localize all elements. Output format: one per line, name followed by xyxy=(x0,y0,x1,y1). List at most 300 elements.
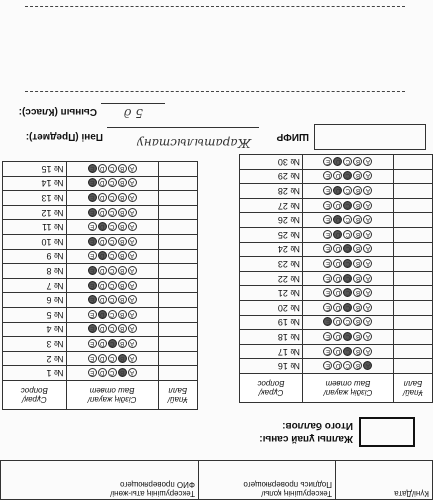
table-row xyxy=(240,198,433,213)
table-row xyxy=(3,191,198,206)
answer-bubble-b[interactable]: B xyxy=(354,332,363,341)
score-cell[interactable] xyxy=(158,162,197,177)
question-number: № 8 xyxy=(3,264,67,279)
answer-bubble-d[interactable]: D xyxy=(334,186,343,195)
question-number: № 13 xyxy=(3,191,67,206)
answer-bubble-d[interactable]: D xyxy=(334,317,343,326)
answer-bubble-c[interactable]: C xyxy=(344,215,353,224)
answer-options xyxy=(66,162,158,177)
answer-bubble-d[interactable]: D xyxy=(334,244,343,253)
table-header-row xyxy=(3,381,198,410)
table-row xyxy=(240,184,433,199)
answer-options xyxy=(66,366,158,381)
table-row xyxy=(3,176,198,191)
answer-bubble-e[interactable]: E xyxy=(324,215,333,224)
cut-line-1 xyxy=(25,91,405,92)
answer-bubble-c[interactable]: C xyxy=(108,251,117,260)
score-cell[interactable] xyxy=(394,169,433,184)
answer-bubble-c[interactable]: C xyxy=(344,332,353,341)
table-row xyxy=(3,278,198,293)
score-cell[interactable] xyxy=(394,213,433,228)
teacher-name-cell xyxy=(1,461,199,500)
answer-options xyxy=(66,278,158,293)
answer-bubble-e[interactable]: E xyxy=(324,274,333,283)
answer-bubble-b[interactable]: B xyxy=(118,310,127,319)
question-number: № 7 xyxy=(3,278,67,293)
answer-options xyxy=(303,271,394,286)
answer-bubble-b[interactable]: B xyxy=(118,208,127,217)
answer-options xyxy=(303,301,394,316)
answer-bubble-a[interactable]: A xyxy=(364,347,373,356)
answer-bubble-b[interactable]: B xyxy=(354,288,363,297)
question-number: № 25 xyxy=(240,228,303,243)
teacher-name-label: Тексерушінің аты-жөні/ ФИО проверяющего xyxy=(110,480,195,498)
answer-bubble-d[interactable]: D xyxy=(98,164,107,173)
answer-bubble-d[interactable]: D xyxy=(334,303,343,312)
answer-bubble-e[interactable]: E xyxy=(324,186,333,195)
answer-bubble-a[interactable]: A xyxy=(128,295,137,304)
answer-bubble-d[interactable]: D xyxy=(98,295,107,304)
answer-options xyxy=(66,351,158,366)
answer-bubble-d[interactable]: D xyxy=(98,281,107,290)
answer-bubble-b[interactable]: B xyxy=(118,368,127,377)
table-row xyxy=(3,205,198,220)
table-row xyxy=(240,271,433,286)
answer-bubble-a[interactable]: A xyxy=(364,303,373,312)
table-row xyxy=(3,220,198,235)
score-cell[interactable] xyxy=(394,155,433,170)
answer-bubble-e[interactable]: E xyxy=(88,281,97,290)
answer-options xyxy=(66,205,158,220)
answer-bubble-b[interactable]: B xyxy=(354,171,363,180)
answer-bubble-b[interactable]: B xyxy=(118,281,127,290)
answer-bubble-d[interactable]: D xyxy=(334,201,343,210)
answer-bubble-b[interactable]: B xyxy=(354,274,363,283)
answer-bubble-b[interactable]: B xyxy=(354,186,363,195)
answer-bubble-d[interactable]: D xyxy=(98,193,107,202)
question-number: № 27 xyxy=(240,198,303,213)
answer-options xyxy=(66,220,158,235)
answer-bubble-b[interactable]: B xyxy=(118,222,127,231)
answer-options xyxy=(66,191,158,206)
answer-options xyxy=(66,235,158,250)
answer-bubble-c[interactable]: C xyxy=(344,201,353,210)
question-number: № 30 xyxy=(240,155,303,170)
answer-bubble-d[interactable]: D xyxy=(334,259,343,268)
answer-bubble-c[interactable]: C xyxy=(108,266,117,275)
answer-bubble-c[interactable]: C xyxy=(344,259,353,268)
table-row xyxy=(3,162,198,177)
question-number: № 11 xyxy=(3,220,67,235)
answer-bubble-c[interactable]: C xyxy=(108,281,117,290)
answer-bubble-d[interactable]: D xyxy=(334,288,343,297)
answer-bubble-e[interactable]: E xyxy=(324,332,333,341)
answer-options xyxy=(66,308,158,323)
answer-bubble-a[interactable]: A xyxy=(128,281,137,290)
score-cell[interactable] xyxy=(158,337,197,352)
table-row xyxy=(3,249,198,264)
answer-bubble-a[interactable]: A xyxy=(364,361,373,370)
table-row xyxy=(240,344,433,359)
table-row xyxy=(240,228,433,243)
answer-bubble-d[interactable]: D xyxy=(98,339,107,348)
question-number: № 6 xyxy=(3,293,67,308)
answer-bubble-e[interactable]: E xyxy=(324,361,333,370)
answer-bubble-d[interactable]: D xyxy=(98,178,107,187)
question-number: № 20 xyxy=(240,301,303,316)
answer-bubble-d[interactable]: D xyxy=(334,274,343,283)
answer-options xyxy=(303,330,394,345)
answer-bubble-b[interactable]: B xyxy=(354,244,363,253)
score-header: Ұпай/ Балл xyxy=(158,381,197,410)
answer-bubble-d[interactable]: D xyxy=(98,324,107,333)
answer-options xyxy=(303,359,394,374)
answer-options xyxy=(303,242,394,257)
answer-bubble-b[interactable]: B xyxy=(354,317,363,326)
answer-options xyxy=(303,213,394,228)
answer-bubble-c[interactable]: C xyxy=(108,324,117,333)
answer-options xyxy=(66,293,158,308)
answer-bubble-a[interactable]: A xyxy=(128,310,137,319)
score-cell[interactable] xyxy=(394,198,433,213)
answer-bubble-e[interactable]: E xyxy=(324,171,333,180)
answer-bubble-c[interactable]: C xyxy=(108,193,117,202)
table-row xyxy=(3,264,198,279)
answer-bubble-d[interactable]: D xyxy=(334,171,343,180)
question-number: № 3 xyxy=(3,337,67,352)
question-number: № 23 xyxy=(240,257,303,272)
answer-bubble-d[interactable]: D xyxy=(98,251,107,260)
answer-bubble-a[interactable]: A xyxy=(364,288,373,297)
answer-options xyxy=(303,257,394,272)
answer-bubble-a[interactable]: A xyxy=(128,164,137,173)
answer-bubble-e[interactable]: E xyxy=(88,266,97,275)
date-label: Күні/Дата xyxy=(394,489,429,498)
answer-bubble-c[interactable]: C xyxy=(344,171,353,180)
table-row xyxy=(240,155,433,170)
answer-bubble-c[interactable]: C xyxy=(344,157,353,166)
total-score-box[interactable] xyxy=(359,417,415,447)
answer-bubble-e[interactable]: E xyxy=(88,193,97,202)
table-row xyxy=(240,257,433,272)
answer-bubble-e[interactable]: E xyxy=(88,354,97,363)
answer-options xyxy=(303,169,394,184)
score-cell[interactable] xyxy=(158,264,197,279)
table-row xyxy=(3,366,198,381)
answer-bubble-a[interactable]: A xyxy=(128,208,137,217)
question-number: № 18 xyxy=(240,330,303,345)
answer-header: Сіздің жауап/ Ваш ответ xyxy=(66,381,158,410)
total-kz-label: Жалпы ұпай саны: xyxy=(259,433,353,444)
answer-bubble-d[interactable]: D xyxy=(334,230,343,239)
answer-options xyxy=(303,286,394,301)
answer-bubble-c[interactable]: C xyxy=(108,237,117,246)
answer-bubble-c[interactable]: C xyxy=(344,244,353,253)
score-cell[interactable] xyxy=(158,293,197,308)
question-header: Сұрақ/ Вопрос xyxy=(240,374,303,403)
answer-bubble-a[interactable]: A xyxy=(128,368,137,377)
answer-bubble-b[interactable]: B xyxy=(354,215,363,224)
answer-bubble-b[interactable]: B xyxy=(118,354,127,363)
question-number: № 9 xyxy=(3,249,67,264)
score-cell[interactable] xyxy=(394,286,433,301)
answer-bubble-d[interactable]: D xyxy=(98,368,107,377)
question-number: № 22 xyxy=(240,271,303,286)
cipher-label: ШИФР xyxy=(276,131,309,142)
answer-bubble-b[interactable]: B xyxy=(354,259,363,268)
answer-bubble-d[interactable]: D xyxy=(98,237,107,246)
answer-bubble-a[interactable]: A xyxy=(364,259,373,268)
answer-bubble-a[interactable]: A xyxy=(128,354,137,363)
score-cell[interactable] xyxy=(158,308,197,323)
answer-bubble-d[interactable]: D xyxy=(334,332,343,341)
answers-table-left xyxy=(2,161,198,410)
question-number: № 28 xyxy=(240,184,303,199)
score-cell[interactable] xyxy=(158,191,197,206)
answer-bubble-c[interactable]: C xyxy=(344,186,353,195)
answer-bubble-d[interactable]: D xyxy=(334,215,343,224)
answer-bubble-b[interactable]: B xyxy=(118,178,127,187)
question-number: № 15 xyxy=(3,162,67,177)
answer-bubble-e[interactable]: E xyxy=(88,324,97,333)
score-cell[interactable] xyxy=(158,322,197,337)
answer-options xyxy=(66,337,158,352)
subject-line xyxy=(107,127,259,128)
score-cell[interactable] xyxy=(158,176,197,191)
score-cell[interactable] xyxy=(394,344,433,359)
question-number: № 5 xyxy=(3,308,67,323)
answer-bubble-c[interactable]: C xyxy=(344,347,353,356)
table-row xyxy=(240,242,433,257)
answer-bubble-c[interactable]: C xyxy=(108,295,117,304)
question-header: Сұрақ/ Вопрос xyxy=(3,381,67,410)
score-cell[interactable] xyxy=(394,242,433,257)
table-row xyxy=(3,293,198,308)
answer-bubble-c[interactable]: C xyxy=(108,222,117,231)
table-row xyxy=(240,213,433,228)
class-value: 5 д xyxy=(123,106,143,120)
answer-bubble-d[interactable]: D xyxy=(98,266,107,275)
answer-bubble-a[interactable]: A xyxy=(364,332,373,341)
answer-bubble-a[interactable]: A xyxy=(128,251,137,260)
table-row xyxy=(3,308,198,323)
answer-options xyxy=(303,198,394,213)
class-label: Сынып (Класс): xyxy=(18,106,97,117)
answer-bubble-a[interactable]: A xyxy=(364,230,373,239)
answer-bubble-c[interactable]: C xyxy=(108,310,117,319)
answer-options xyxy=(66,322,158,337)
answer-bubble-d[interactable]: D xyxy=(98,354,107,363)
score-cell[interactable] xyxy=(394,359,433,374)
answer-bubble-b[interactable]: B xyxy=(118,324,127,333)
score-cell[interactable] xyxy=(394,330,433,345)
answer-bubble-b[interactable]: B xyxy=(354,361,363,370)
answer-options xyxy=(303,184,394,199)
answer-options xyxy=(303,315,394,330)
answer-bubble-e[interactable]: E xyxy=(88,368,97,377)
answer-bubble-e[interactable]: E xyxy=(88,208,97,217)
answer-header: Сіздің жауап/ Ваш ответ xyxy=(303,374,394,403)
answer-bubble-d[interactable]: D xyxy=(98,208,107,217)
answer-bubble-e[interactable]: E xyxy=(324,244,333,253)
score-cell[interactable] xyxy=(158,249,197,264)
answer-bubble-e[interactable]: E xyxy=(88,339,97,348)
table-row xyxy=(240,286,433,301)
answer-bubble-e[interactable]: E xyxy=(88,295,97,304)
signature-table xyxy=(0,460,433,500)
score-cell[interactable] xyxy=(394,315,433,330)
table-row xyxy=(240,169,433,184)
question-number: № 16 xyxy=(240,359,303,374)
answer-bubble-c[interactable]: C xyxy=(108,354,117,363)
score-cell[interactable] xyxy=(394,257,433,272)
answer-bubble-c[interactable]: C xyxy=(344,230,353,239)
score-cell[interactable] xyxy=(158,278,197,293)
subject-label: Пәні (Предмет): xyxy=(25,131,103,142)
score-cell[interactable] xyxy=(158,351,197,366)
question-number: № 19 xyxy=(240,315,303,330)
answer-bubble-c[interactable]: C xyxy=(344,274,353,283)
answer-bubble-e[interactable]: E xyxy=(324,317,333,326)
answer-bubble-a[interactable]: A xyxy=(364,157,373,166)
answer-bubble-b[interactable]: B xyxy=(354,157,363,166)
answer-options xyxy=(303,155,394,170)
answer-bubble-a[interactable]: A xyxy=(364,317,373,326)
answer-bubble-a[interactable]: A xyxy=(128,193,137,202)
answer-bubble-e[interactable]: E xyxy=(88,178,97,187)
answer-bubble-e[interactable]: E xyxy=(324,201,333,210)
table-row xyxy=(3,351,198,366)
answer-bubble-a[interactable]: A xyxy=(364,244,373,253)
answer-bubble-d[interactable]: D xyxy=(98,310,107,319)
cut-line-2 xyxy=(25,6,405,7)
answer-bubble-b[interactable]: B xyxy=(118,266,127,275)
score-cell[interactable] xyxy=(158,366,197,381)
answer-bubble-d[interactable]: D xyxy=(334,157,343,166)
question-number: № 14 xyxy=(3,176,67,191)
table-row xyxy=(3,322,198,337)
score-cell[interactable] xyxy=(158,205,197,220)
question-number: № 24 xyxy=(240,242,303,257)
question-number: № 2 xyxy=(3,351,67,366)
table-row xyxy=(3,235,198,250)
answer-bubble-b[interactable]: B xyxy=(118,251,127,260)
answer-bubble-c[interactable]: C xyxy=(344,361,353,370)
score-cell[interactable] xyxy=(394,228,433,243)
answer-bubble-b[interactable]: B xyxy=(118,295,127,304)
answer-bubble-e[interactable]: E xyxy=(88,237,97,246)
answer-bubble-a[interactable]: A xyxy=(364,274,373,283)
answer-bubble-e[interactable]: E xyxy=(88,310,97,319)
score-cell[interactable] xyxy=(394,301,433,316)
answer-bubble-a[interactable]: A xyxy=(128,222,137,231)
answer-bubble-b[interactable]: B xyxy=(354,201,363,210)
answer-bubble-a[interactable]: A xyxy=(364,215,373,224)
score-cell[interactable] xyxy=(394,184,433,199)
answer-bubble-e[interactable]: E xyxy=(88,164,97,173)
answer-bubble-c[interactable]: C xyxy=(108,208,117,217)
table-row xyxy=(240,330,433,345)
answer-bubble-a[interactable]: A xyxy=(128,237,137,246)
class-line xyxy=(101,103,165,104)
question-number: № 12 xyxy=(3,205,67,220)
teacher-signature-label: Тексерушінің қолы/ Подпись проверяющего xyxy=(243,480,332,498)
answer-bubble-e[interactable]: E xyxy=(88,222,97,231)
answer-options xyxy=(303,228,394,243)
answer-bubble-b[interactable]: B xyxy=(118,164,127,173)
teacher-signature-cell xyxy=(199,461,336,500)
score-header: Ұпай/ Балл xyxy=(394,374,433,403)
answer-bubble-b[interactable]: B xyxy=(118,193,127,202)
answer-bubble-c[interactable]: C xyxy=(108,339,117,348)
answer-bubble-c[interactable]: C xyxy=(108,178,117,187)
answer-bubble-c[interactable]: C xyxy=(344,317,353,326)
question-number: № 1 xyxy=(3,366,67,381)
answer-bubble-c[interactable]: C xyxy=(344,288,353,297)
answer-bubble-a[interactable]: A xyxy=(128,266,137,275)
answer-bubble-e[interactable]: E xyxy=(324,230,333,239)
answer-bubble-a[interactable]: A xyxy=(128,324,137,333)
table-row xyxy=(240,359,433,374)
answer-bubble-e[interactable]: E xyxy=(324,288,333,297)
answer-bubble-e[interactable]: E xyxy=(88,251,97,260)
answer-bubble-d[interactable]: D xyxy=(98,222,107,231)
answer-bubble-b[interactable]: B xyxy=(118,339,127,348)
answer-bubble-e[interactable]: E xyxy=(324,157,333,166)
table-header-row xyxy=(240,374,433,403)
answer-bubble-d[interactable]: D xyxy=(334,361,343,370)
answer-bubble-e[interactable]: E xyxy=(324,259,333,268)
answer-bubble-b[interactable]: B xyxy=(354,230,363,239)
score-cell[interactable] xyxy=(158,235,197,250)
question-number: № 29 xyxy=(240,169,303,184)
question-number: № 10 xyxy=(3,235,67,250)
table-row xyxy=(240,301,433,316)
score-cell[interactable] xyxy=(158,220,197,235)
answer-bubble-a[interactable]: A xyxy=(128,339,137,348)
question-number: № 17 xyxy=(240,344,303,359)
answer-bubble-a[interactable]: A xyxy=(364,186,373,195)
cipher-box[interactable] xyxy=(314,124,426,150)
question-number: № 26 xyxy=(240,213,303,228)
answer-options xyxy=(66,249,158,264)
answer-options xyxy=(66,176,158,191)
subject-value: Жаратылыстану xyxy=(136,136,251,150)
answer-bubble-b[interactable]: B xyxy=(354,303,363,312)
answer-bubble-a[interactable]: A xyxy=(364,171,373,180)
answer-bubble-b[interactable]: B xyxy=(354,347,363,356)
answer-bubble-e[interactable]: E xyxy=(324,303,333,312)
table-row xyxy=(3,337,198,352)
answer-options xyxy=(66,264,158,279)
answer-bubble-b[interactable]: B xyxy=(118,237,127,246)
answer-options xyxy=(303,344,394,359)
date-cell xyxy=(336,461,433,500)
question-number: № 21 xyxy=(240,286,303,301)
total-ru-label: Итого баллов: xyxy=(282,420,353,431)
score-cell[interactable] xyxy=(394,271,433,286)
question-number: № 4 xyxy=(3,322,67,337)
table-row xyxy=(240,315,433,330)
answer-bubble-c[interactable]: C xyxy=(108,368,117,377)
answer-bubble-e[interactable]: E xyxy=(324,347,333,356)
answers-table-right xyxy=(239,154,433,403)
answer-bubble-d[interactable]: D xyxy=(334,347,343,356)
answer-bubble-a[interactable]: A xyxy=(128,178,137,187)
answer-bubble-a[interactable]: A xyxy=(364,201,373,210)
answer-bubble-c[interactable]: C xyxy=(108,164,117,173)
answer-bubble-c[interactable]: C xyxy=(344,303,353,312)
